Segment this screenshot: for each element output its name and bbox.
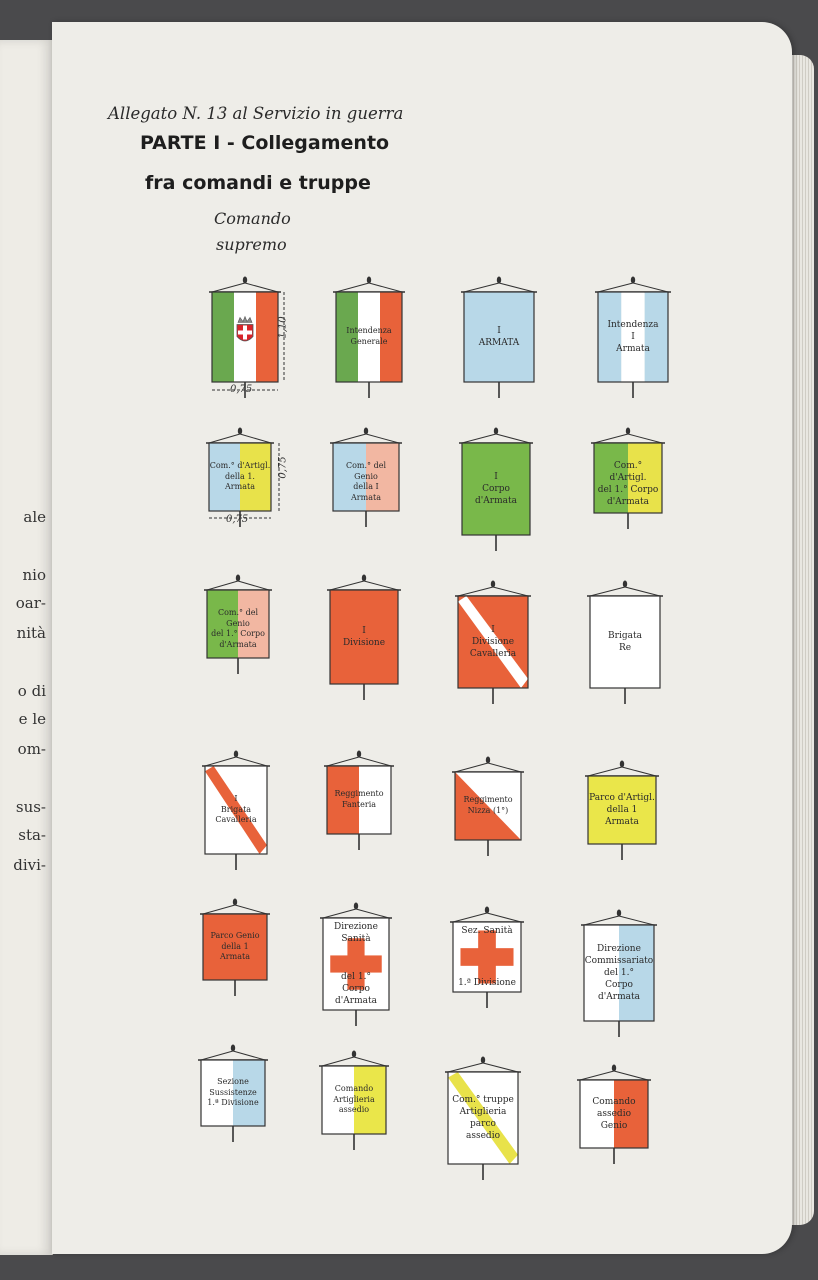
part-title: PARTE I - Collegamento: [140, 132, 390, 154]
left-page: [0, 40, 53, 1255]
flag-label-line: I: [497, 325, 501, 336]
flag-graphic: [201, 1044, 265, 1144]
flag-label-line: Brigata: [608, 630, 642, 641]
flag-label-line: Direzione: [597, 943, 641, 954]
flag-label-line: Parco d'Artigl.: [589, 792, 655, 803]
flag-label-line: Armata: [225, 482, 255, 492]
flag-label-line: Com.° d'Artigl.: [609, 460, 647, 483]
flag-label-line: Fanteria: [341, 799, 377, 809]
flag-sezione-sussistenze: [201, 1044, 265, 1144]
flag-comando-artiglieria-assedio: [322, 1050, 386, 1152]
flag-reggimento-nizza: [455, 756, 521, 858]
flag-sezione-sanita: [453, 906, 521, 1010]
flag-label-line: Reggimento: [334, 789, 384, 799]
dimension-flag-width-label: 0,75: [226, 514, 249, 525]
flag-armata: [464, 276, 534, 400]
flag-label-line: I: [234, 793, 238, 803]
flag-comando-supremo: [212, 276, 278, 400]
flag-label-line: Sez. Sanità: [461, 926, 513, 936]
flag-label-line: Sussistenze: [209, 1087, 257, 1097]
dimension-height-label: 1,10: [277, 316, 289, 339]
flag-label-line: Sanità: [341, 934, 371, 945]
flag-label-line: d'Armata: [607, 497, 649, 508]
flag-label-line: I: [631, 331, 635, 342]
flag-label-line: Armata: [220, 952, 250, 962]
flag-label-line: Commissariato: [584, 955, 654, 966]
flag-label-line: del 1.° Corpo: [597, 485, 659, 496]
left-page-fragment: e le: [18, 710, 46, 728]
left-page-fragment: sus-: [15, 798, 46, 816]
flag-graphic: [448, 1056, 518, 1182]
left-page-fragment: nio: [22, 566, 46, 584]
flag-graphic: [333, 427, 399, 529]
flag-comando-genio-armata: [333, 427, 399, 529]
comando-supremo-caption: [214, 206, 291, 258]
flag-label-line: Re: [618, 642, 632, 653]
flag-parco-genio: [203, 898, 267, 998]
flag-label-line: I: [494, 471, 498, 482]
flag-label-line: d'Armata: [219, 640, 257, 650]
flag-label-line: Comando: [334, 1083, 374, 1093]
left-page-fragment: divi-: [13, 856, 46, 874]
flag-direzione-commissariato: [584, 909, 654, 1039]
flag-label-line: d'Armata: [598, 992, 640, 1003]
flag-comando-assedio-genio: [580, 1064, 648, 1166]
flag-label-line: della 1: [221, 941, 249, 951]
flag-graphic: [464, 276, 534, 400]
flag-label-line: Corpo d'Armata: [335, 983, 377, 1006]
flag-label-line: Artiglieria: [333, 1094, 375, 1104]
flag-label-line: Cavalleria: [469, 649, 517, 660]
flag-label-line: Corpo: [482, 483, 510, 494]
flag-label-line: Com.° del Genio: [345, 460, 387, 481]
flag-label-line: Com.° truppe: [452, 1094, 514, 1105]
flag-label-line: Corpo: [605, 980, 633, 991]
flag-label-line: del 1.°: [604, 967, 634, 978]
flag-label-line: Comando: [592, 1096, 636, 1107]
flag-label-line: Intendenza: [607, 319, 659, 330]
flag-graphic: [455, 756, 521, 858]
flag-label-line: della I: [353, 482, 379, 492]
flag-label-line: I: [491, 624, 495, 635]
flag-graphic: [323, 902, 389, 1028]
flag-graphic: [203, 898, 267, 998]
flag-label-line: d'Armata: [475, 496, 517, 507]
flag-label-line: Parco Genio: [210, 930, 260, 940]
flag-label-line: della 1.: [225, 471, 255, 481]
flag-label-line: Brigata: [220, 804, 252, 814]
flag-divisione: [330, 574, 398, 702]
flag-label-line: Divisione: [342, 637, 386, 648]
flag-label-line: assedio: [338, 1105, 370, 1115]
flag-label-line: assedio: [597, 1108, 631, 1119]
flag-label-line: Artiglieria: [459, 1106, 507, 1117]
flag-label-line: Com.° del Genio: [217, 607, 259, 628]
comando-supremo-line: Comando: [214, 209, 291, 228]
left-page-fragment: nità: [16, 624, 46, 642]
flag-graphic: [588, 760, 656, 862]
left-page-fragment: o di: [17, 682, 46, 700]
flag-graphic: [594, 427, 662, 531]
flag-label-line: Com.° d'Artigl.: [209, 460, 271, 470]
flag-label-line: ARMATA: [478, 337, 520, 348]
flag-comando-truppe-artiglieria-parco-assedio: [448, 1056, 518, 1182]
flag-label-line: del 1.°: [341, 971, 371, 982]
allegato-caption: Allegato N. 13 al Servizio in guerra: [108, 104, 404, 123]
flag-reggimento-fanteria: [327, 750, 391, 852]
flag-parco-artiglieria: [588, 760, 656, 862]
flag-label-line: Intendenza: [346, 326, 392, 336]
flag-graphic: [336, 276, 402, 400]
left-page-fragment: ale: [23, 508, 46, 526]
flag-graphic: [462, 427, 530, 553]
flag-label-line: assedio: [466, 1131, 500, 1142]
flag-graphic: [598, 276, 668, 400]
flag-direzione-sanita: [323, 902, 389, 1028]
flag-label-line: Armata: [605, 817, 639, 828]
flag-graphic: [330, 574, 398, 702]
flag-label-line: Reggimento: [463, 795, 513, 805]
flag-graphic: [580, 1064, 648, 1166]
flag-label-line: Armata: [616, 344, 650, 355]
flag-label-line: Divisione: [471, 636, 515, 647]
flag-label-line: del 1.° Corpo: [211, 629, 265, 639]
flag-label-line: Direzione: [334, 922, 378, 932]
flag-label-line: Generale: [350, 336, 388, 346]
flag-divisione-cavalleria: [458, 580, 528, 706]
flag-label-line: della 1: [606, 804, 638, 815]
left-page-fragment: sta-: [18, 826, 46, 844]
flag-brigata-re: [590, 580, 660, 706]
flag-label-line: Cavalleria: [215, 815, 257, 825]
flag-graphic: [207, 574, 269, 676]
flag-label-line: 1.ª Divisione: [207, 1098, 259, 1108]
flag-comando-artiglieria-corpo: [594, 427, 662, 531]
flag-graphic: [584, 909, 654, 1039]
flag-graphic: [322, 1050, 386, 1152]
flag-comando-genio-corpo: [207, 574, 269, 676]
flag-graphic: [327, 750, 391, 852]
flag-graphic: [590, 580, 660, 706]
flag-intendenza-armata: [598, 276, 668, 400]
flag-label-line: Nizza (1°): [467, 805, 509, 815]
flag-graphic: [205, 750, 267, 872]
flag-graphic: [458, 580, 528, 706]
left-page-fragment: om-: [17, 740, 46, 758]
comando-supremo-line: supremo: [216, 235, 287, 254]
flag-intendenza-generale: [336, 276, 402, 400]
book-page: [52, 22, 792, 1254]
flag-label-line: Genio: [600, 1121, 628, 1132]
flag-graphic: [212, 276, 278, 400]
dimension-width-label: 0,75: [230, 384, 253, 395]
flag-label-line: parco: [470, 1118, 496, 1129]
left-page-fragment: oar-: [15, 594, 46, 612]
flag-graphic: [453, 906, 521, 1010]
flag-label-line: Sezione: [217, 1076, 249, 1086]
flag-brigata-cavalleria: [205, 750, 267, 872]
flag-corpo-armata: [462, 427, 530, 553]
part-subtitle: fra comandi e truppe: [145, 172, 371, 194]
flag-label-line: 1.ª Divisione: [458, 977, 516, 988]
flag-label-line: Armata: [351, 493, 381, 503]
flag-label-line: I: [362, 625, 366, 636]
dimension-flag-height-label: 0,75: [277, 456, 289, 479]
